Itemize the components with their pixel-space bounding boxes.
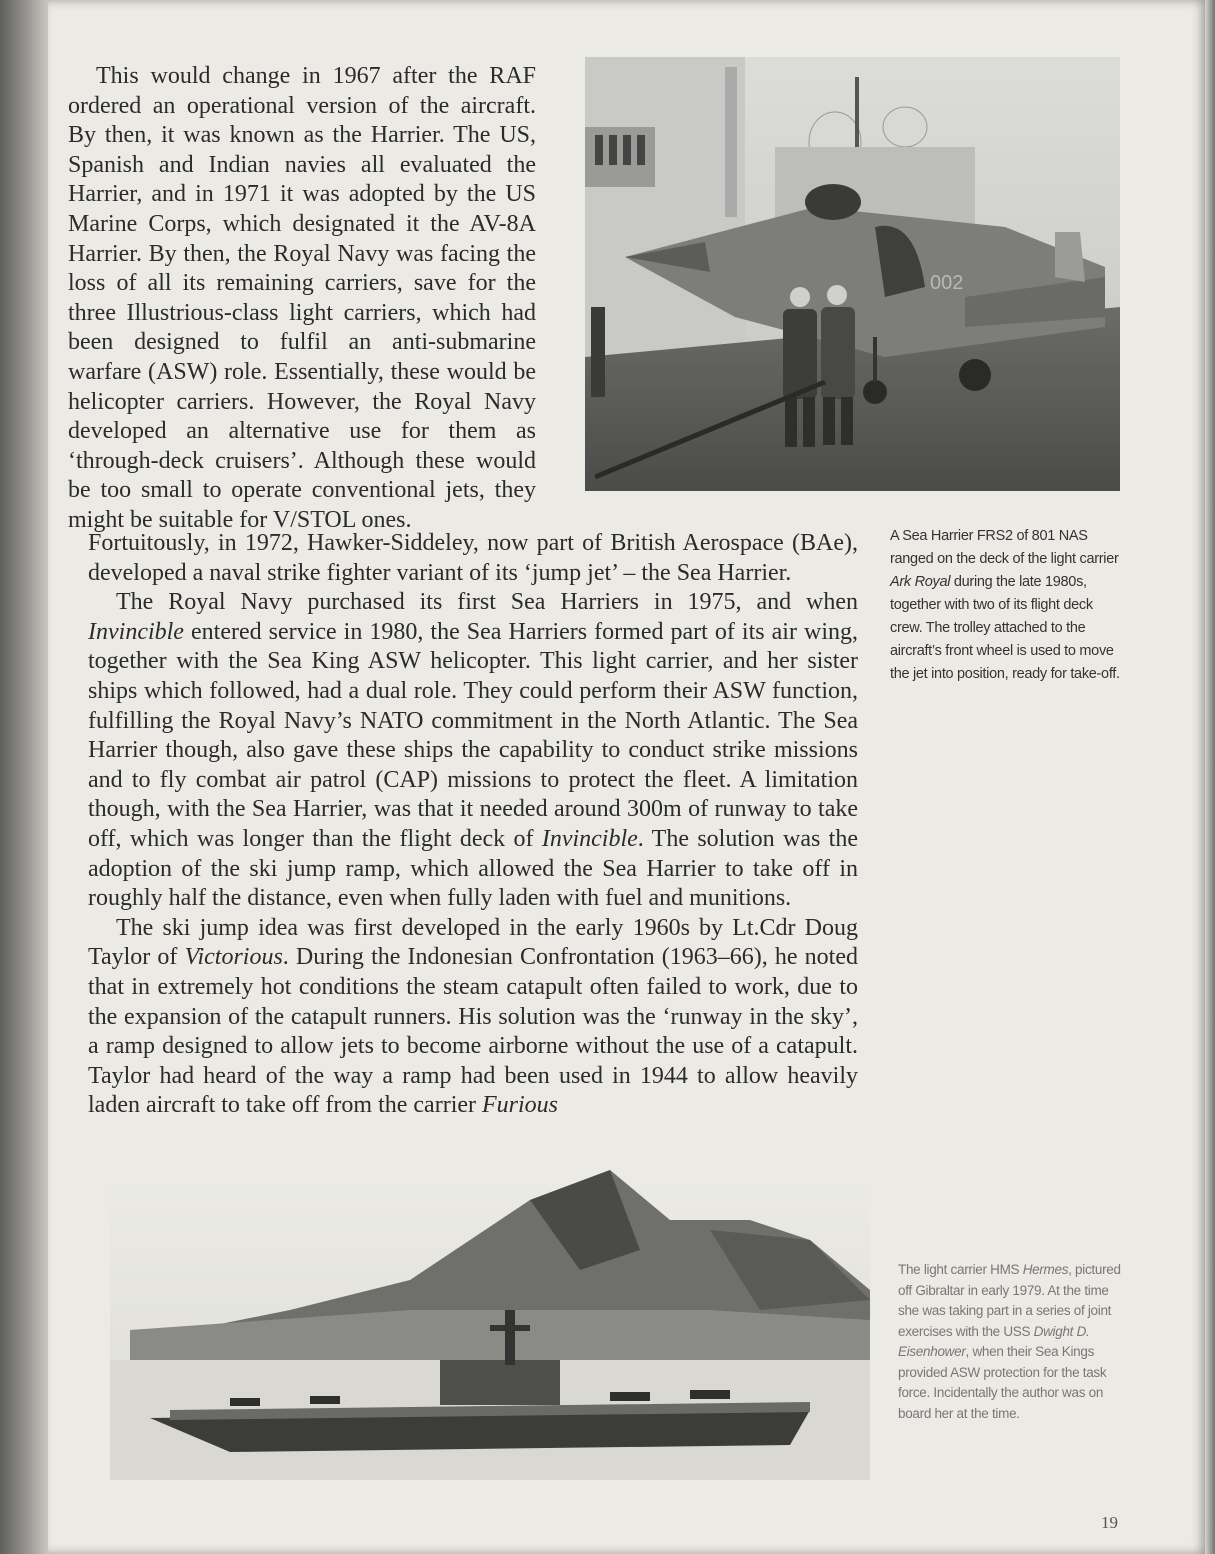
paragraph-2-text-b: entered service in 1980, the Sea Harriers formed part of its air wing, together with the Sea King ASW helicopter. This light carrier, and her sister ships which followed, had a dual role. They could perform their ASW function, fulfilling the Royal Navy’s NATO commitment in the North Atlantic. The Sea Harrier though, also gave these ships the capability to conduct strike missions and to fly combat air patrol (CAP) missions to protect the fleet. A limitation though, with the Sea Harrier, was that it needed around 300m of runway to take off, which was longer than the flight deck of	[88, 618, 858, 852]
paragraph-3-text-a: The ski jump idea was first developed in the early 1960s by Lt.Cdr Doug Taylor of	[88, 914, 858, 971]
ship-name-invincible-2: Invincible	[541, 825, 638, 852]
caption-2-text-b: , pictured off Gibraltar in early 1979. At the time she was taking part in a series of joint exercises with the USS	[898, 1262, 1121, 1339]
page-right-edge	[1205, 0, 1215, 1554]
sea-harrier-photo-icon	[585, 57, 1120, 491]
main-column	[88, 529, 858, 1121]
caption-2-text-a: The light carrier HMS	[898, 1262, 1023, 1277]
caption-1-text-b: during the late 1980s, together with two of its flight deck crew. The trolley attached to the aircraft’s front wheel is used to move the jet into position, ready for take-off.	[890, 574, 1120, 682]
caption-1-text-a: A Sea Harrier FRS2 of 801 NAS ranged on the deck of the light carrier	[890, 528, 1119, 567]
paragraph-1-bottom	[88, 529, 858, 588]
caption-2-text-c: , when their Sea Kings provided ASW protection for the task force. Incidentally the author was on board her at the time.	[898, 1344, 1107, 1421]
page-number: 19	[1101, 1513, 1118, 1532]
caption-hms-hermes	[898, 1260, 1124, 1424]
paragraph-1-top	[68, 62, 536, 536]
hms-hermes-photo	[110, 1160, 870, 1480]
caption-1-ship-name: Ark Royal	[890, 574, 951, 590]
paragraph-3	[88, 914, 858, 1121]
paragraph-2-text-c: . The solution was the adoption of the ski jump ramp, which allowed the Sea Harrier to take off in roughly half the distance, even when fully laden with fuel and munitions.	[88, 825, 858, 912]
caption-2-ship-name: Hermes	[1022, 1262, 1069, 1277]
paragraph-2	[88, 588, 858, 914]
paragraph-1-top-text: This would change in 1967 after the RAF ordered an operational version of the aircraft. By then, it was known as the Harrier. The US, Spanish and Indian navies all evaluated the Harrier, and in 1971 it was adopted by the US Marine Corps, which designated it the AV-8A Harrier. By then, the Royal Navy was facing the loss of all its remaining carriers, save for the three Illustrious-class light carriers, which had been designed to fulfil an anti-submarine warfare (ASW) role. Essentially, these would be helicopter carriers. However, the Royal Navy developed an alternative use for them as ‘through-deck cruisers’. Although these would be too small to operate conventional jets, they might be suitable for V/STOL ones.	[68, 63, 536, 533]
jet-marking-text: 002	[930, 272, 964, 294]
caption-sea-harrier	[890, 525, 1125, 686]
paragraph-3-text-b: . During the Indonesian Confrontation (1963–66), he noted that in extremely hot conditions the steam catapult often failed to work, due to the expansion of the catapult runners. His solution was the ‘runway in the sky’, a ramp designed to allow jets to become airborne without the use of a catapult. Taylor had heard of the way a ramp had been used in 1944 to allow heavily laden aircraft to take off from the carrier	[88, 944, 858, 1119]
caption-2-ship-name-2: Dwight D. Eisenhower	[898, 1323, 1090, 1359]
book-gutter	[0, 0, 48, 1554]
hms-hermes-photo-icon	[110, 1160, 870, 1480]
ship-name-invincible: Invincible	[88, 618, 184, 645]
ship-name-furious: Furious	[482, 1092, 559, 1119]
paragraph-2-text-a: The Royal Navy purchased its first Sea Harriers in 1975, and when	[116, 589, 858, 616]
paragraph-1-bottom-text: Fortuitously, in 1972, Hawker-Siddeley, now part of British Aerospace (BAe), developed a naval strike fighter variant of its ‘jump jet’ – the Sea Harrier.	[88, 530, 858, 586]
sea-harrier-photo	[585, 57, 1120, 491]
ship-name-victorious: Victorious	[184, 944, 283, 971]
book-page	[48, 0, 1208, 1554]
